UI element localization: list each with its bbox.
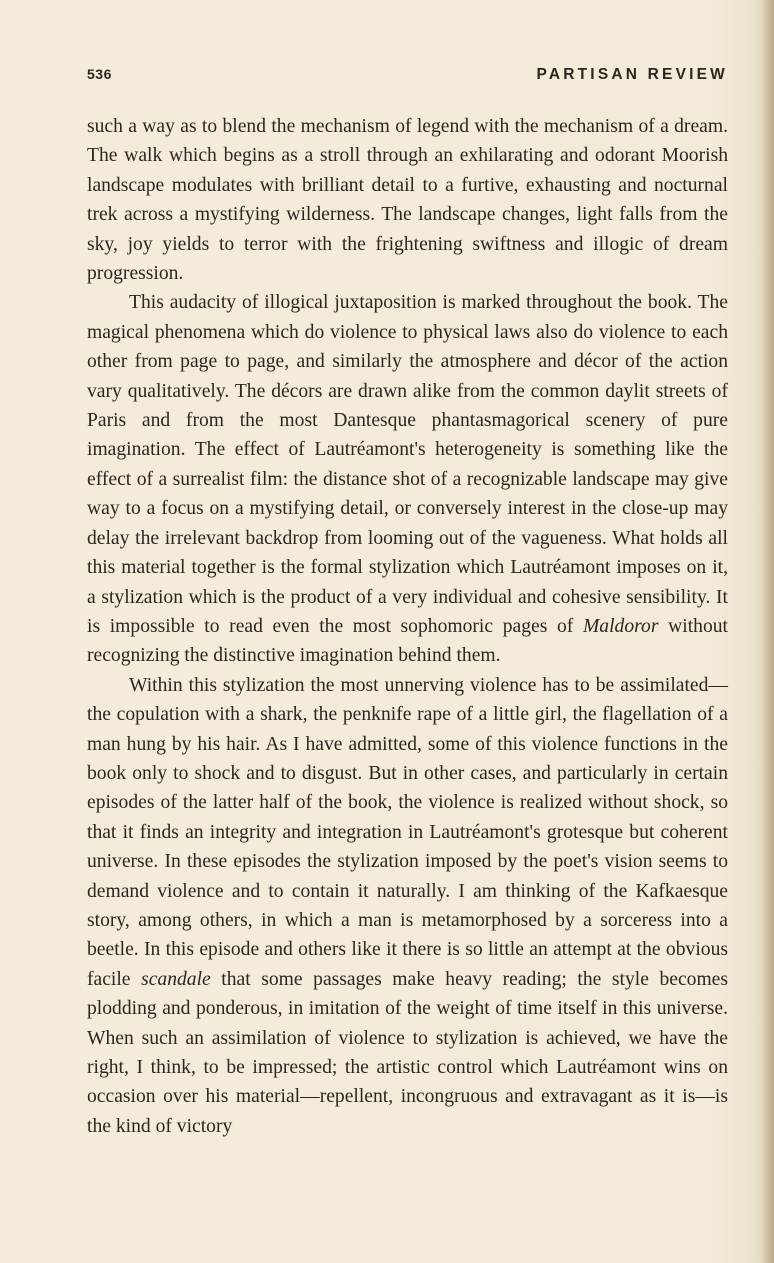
paragraph-2-italic-title: Maldoror — [582, 615, 659, 637]
paragraph-3-text: Within this stylization the most unnerving violence has to be assimilated—the copulation with a shark, the penknife rape of a little girl, the flagellation of a man hung by his hair. As I have admitted, some of this violence functions in the book only to shock and to disgust. But in other cases, and particularly in certain episodes of the latter half of the book, the violence is realized without shock, so that it finds an integrity and integration in Lautréamont's grotesque but coherent universe. In these episodes the stylization imposed by the poet's vision seems to demand violence and to contain it naturally. I am thinking of the Kafkaesque story, among others, in which a man is metamorphosed by a sorceress into a beetle. In this episode and others like it there is so little an attempt at the obvious facile — [87, 674, 728, 990]
paragraph-2 — [87, 288, 728, 670]
paragraph-3 — [87, 671, 728, 1142]
paragraph-1 — [87, 112, 728, 288]
paragraph-2-text: This audacity of illogical juxtaposition is marked throughout the book. The magical phenomena which do violence to physical laws also do violence to each other from page to page, and similarly the atmosphere and décor of the action vary qualitatively. The décors are drawn alike from the common daylit streets of Paris and from the most Dantesque phantasmagorical scenery of pure imagination. The effect of Lautréamont's heterogeneity is something like the effect of a surrealist film: the distance shot of a recognizable landscape may give way to a focus on a mystifying detail, or conversely interest in the close-up may delay the irrelevant backdrop from looming out of the vagueness. What holds all this material together is the formal stylization which Lautréamont imposes on it, a stylization which is the product of a very individual and cohesive sensibility. It is impossible to read even the most sophomoric pages of — [87, 292, 728, 637]
page-edge-shadow — [762, 0, 774, 1263]
paragraph-1-text: such a way as to blend the mechanism of legend with the mechanism of a dream. The walk which begins as a stroll through an exhilarating and odorant Moorish landscape modulates with brilliant detail to a furtive, exhausting and nocturnal trek across a mystifying wilderness. The landscape changes, light falls from the sky, joy yields to terror with the frightening swiftness and illogic of dream progression. — [87, 116, 728, 285]
page-header — [87, 66, 728, 94]
page-number: 536 — [87, 66, 112, 82]
paragraph-2-text-end: without recognizing the distinctive imagination behind them. — [87, 615, 728, 667]
paragraph-3-italic-word: scandale — [141, 968, 211, 990]
running-head: PARTISAN REVIEW — [536, 66, 728, 83]
paragraph-3-text-end: that some passages make heavy reading; the style becomes plodding and ponderous, in imitation of the weight of time itself in this universe. When such an assimilation of violence to stylization is achieved, we have the right, I think, to be impressed; the artistic control which Lautréamont wins on occasion over his material—repellent, incongruous and extravagant as it is—is the kind of victory — [87, 968, 729, 1137]
body-text — [87, 112, 728, 1141]
